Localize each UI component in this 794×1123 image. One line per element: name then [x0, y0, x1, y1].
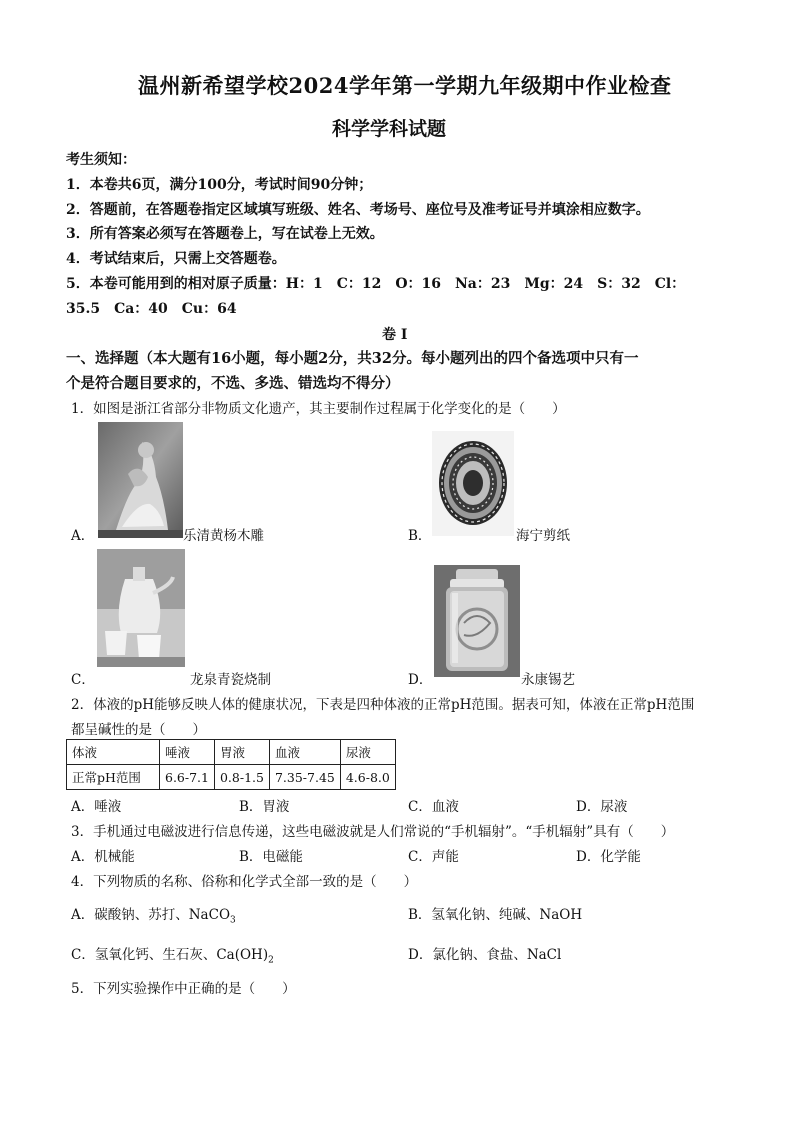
q4-option-c [71, 943, 274, 966]
q1-option-c-letter: C． [71, 672, 95, 688]
q4-option-c-subscript: 2 [268, 955, 274, 966]
question-4-stem: 4．下列物质的名称、俗称和化学式全部一致的是（ ） [71, 874, 418, 890]
q1-option-b-letter: B． [408, 528, 432, 544]
table-header-cell: 唾液 [160, 740, 215, 765]
table-cell: 0.8-1.5 [214, 765, 269, 790]
q4-option-a-subscript: 3 [230, 915, 236, 926]
page-subtitle: 科学学科试题 [332, 118, 447, 140]
table-row [67, 765, 396, 790]
notice-item-5-cont: 35.5 Ca：40 Cu：64 [66, 301, 237, 317]
q2-option-b: B．胃液 [239, 799, 290, 815]
q2-option-d: D．尿液 [576, 799, 628, 815]
q4-option-a [71, 903, 236, 926]
question-2-stem-line2: 都呈碱性的是（ ） [71, 722, 206, 738]
paper-cut-image [432, 431, 514, 536]
q1-option-a-caption: 乐清黄杨木雕 [183, 528, 264, 544]
q1-option-b-caption: 海宁剪纸 [516, 528, 570, 544]
question-2-stem-line1: 2．体液的pH能够反映人体的健康状况，下表是四种体液的正常pH范围。据表可知，体液在正常pH范围 [71, 697, 695, 713]
celadon-pottery-image [97, 549, 185, 667]
table-header-cell: 尿液 [340, 740, 395, 765]
notice-item-1: 1．本卷共6页，满分100分，考试时间90分钟； [66, 177, 373, 193]
q3-option-b: B．电磁能 [239, 849, 303, 865]
q3-option-d: D．化学能 [576, 849, 641, 865]
page-title: 温州新希望学校2024学年第一学期九年级期中作业检查 [138, 73, 672, 98]
table-header-cell: 胃液 [214, 740, 269, 765]
table-header-cell: 体液 [67, 740, 160, 765]
question-1-stem: 1．如图是浙江省部分非物质文化遗产，其主要制作过程属于化学变化的是（ ） [71, 401, 566, 417]
notice-heading: 考生须知： [66, 152, 136, 168]
question-5-stem: 5．下列实验操作中正确的是（ ） [71, 981, 296, 997]
wood-carving-image [98, 422, 183, 538]
q3-option-a: A．机械能 [71, 849, 135, 865]
q1-option-d-caption: 永康锡艺 [521, 672, 575, 688]
section-heading-line2: 个是符合题目要求的，不选、多选、错选均不得分） [66, 375, 400, 392]
notice-item-3: 3．所有答案必须写在答题卷上，写在试卷上无效。 [66, 226, 384, 242]
section-heading-line1: 一、选择题（本大题有16小题，每小题2分，共32分。每小题列出的四个备选项中只有一 [66, 350, 639, 367]
table-cell: 正常pH范围 [67, 765, 160, 790]
q1-option-d-letter: D． [408, 672, 433, 688]
notice-item-2: 2．答题前，在答题卷指定区域填写班级、姓名、考场号、座位号及准考证号并填涂相应数字。 [66, 202, 650, 218]
q3-option-c: C．声能 [408, 849, 459, 865]
volume-label: 卷 I [382, 327, 408, 343]
table-header-cell: 血液 [269, 740, 340, 765]
tin-craft-image [434, 565, 520, 677]
ph-range-table [66, 739, 396, 790]
table-cell: 4.6-8.0 [340, 765, 395, 790]
question-3-stem: 3．手机通过电磁波进行信息传递，这些电磁波就是人们常说的“手机辐射”。“手机辐射”具有（ ） [71, 824, 675, 840]
q4-option-b: B．氢氧化钠、纯碱、NaOH [408, 907, 583, 923]
table-cell: 6.6-7.1 [160, 765, 215, 790]
q2-option-a: A．唾液 [71, 799, 122, 815]
q1-option-a-letter: A． [71, 528, 95, 544]
notice-item-4: 4．考试结束后，只需上交答题卷。 [66, 251, 286, 267]
q4-option-c-text: C．氢氧化钙、生石灰、Ca(OH) [71, 947, 269, 963]
q1-option-c-caption: 龙泉青瓷烧制 [190, 672, 271, 688]
table-header-row [67, 740, 396, 765]
table-cell: 7.35-7.45 [269, 765, 340, 790]
q4-option-a-text: A．碳酸钠、苏打、NaCO [71, 907, 231, 923]
q4-option-d: D．氯化钠、食盐、NaCl [408, 947, 562, 963]
q2-option-c: C．血液 [408, 799, 459, 815]
notice-item-5: 5．本卷可能用到的相对原子质量：H：1 C：12 O：16 Na：23 Mg：24 S：32 Cl： [66, 276, 686, 292]
